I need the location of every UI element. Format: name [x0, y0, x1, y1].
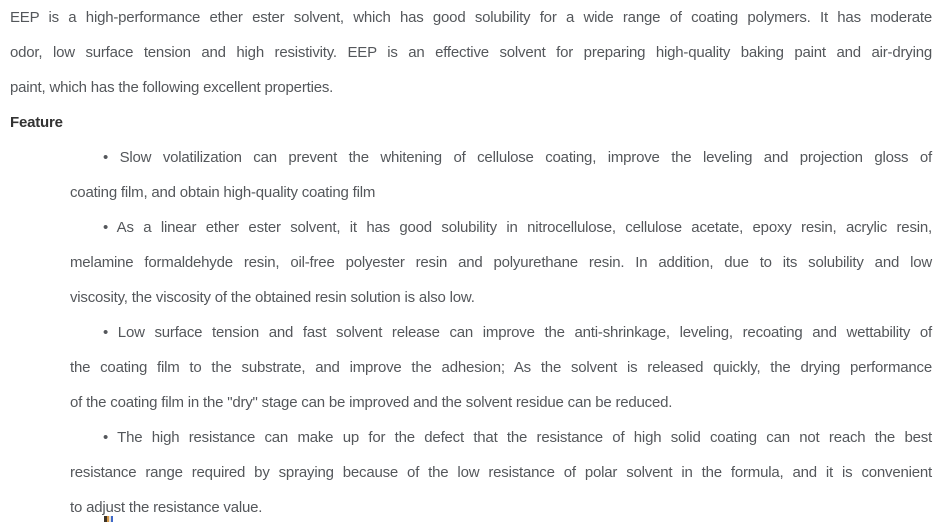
- bullet-line: • As a linear ether ester solvent, it has good solubility in nitrocellulose, cellulose acetate, epoxy resin, acrylic resin,: [103, 219, 932, 236]
- bullet-line: viscosity, the viscosity of the obtained resin solution is also low.: [70, 289, 475, 306]
- bullet-line: • Low surface tension and fast solvent release can improve the anti-shrinkage, leveling, recoating and wettability of: [103, 324, 932, 341]
- intro-line: paint, which has the following excellent properties.: [10, 79, 334, 96]
- bullet-line: the coating film to the substrate, and improve the adhesion; As the solvent is released quickly, the drying performance: [70, 359, 932, 376]
- bullet-line: melamine formaldehyde resin, oil-free polyester resin and polyurethane resin. In addition, due to its solubility and low: [70, 254, 932, 271]
- bullet-line: of the coating film in the "dry" stage can be improved and the solvent residue can be reduced.: [70, 394, 673, 411]
- intro-line: odor, low surface tension and high resistivity. EEP is an effective solvent for preparing high-quality baking paint and air-drying: [10, 44, 932, 61]
- bullet-line: to adjust the resistance value.: [70, 499, 263, 516]
- bullet-line: resistance range required by spraying because of the low resistance of polar solvent in the formula, and it is convenient: [70, 464, 932, 481]
- bullet-line: • The high resistance can make up for the defect that the resistance of high solid coating can not reach the best: [103, 429, 932, 446]
- intro-line: EEP is a high-performance ether ester solvent, which has good solubility for a wide range of coating polymers. It has moderate: [10, 9, 932, 26]
- feature-heading: Feature: [10, 114, 63, 131]
- bullet-line: coating film, and obtain high-quality coating film: [70, 184, 376, 201]
- clipped-image-fragment: [104, 516, 113, 522]
- bullet-line: • Slow volatilization can prevent the whitening of cellulose coating, improve the leveling and projection gloss of: [103, 149, 932, 166]
